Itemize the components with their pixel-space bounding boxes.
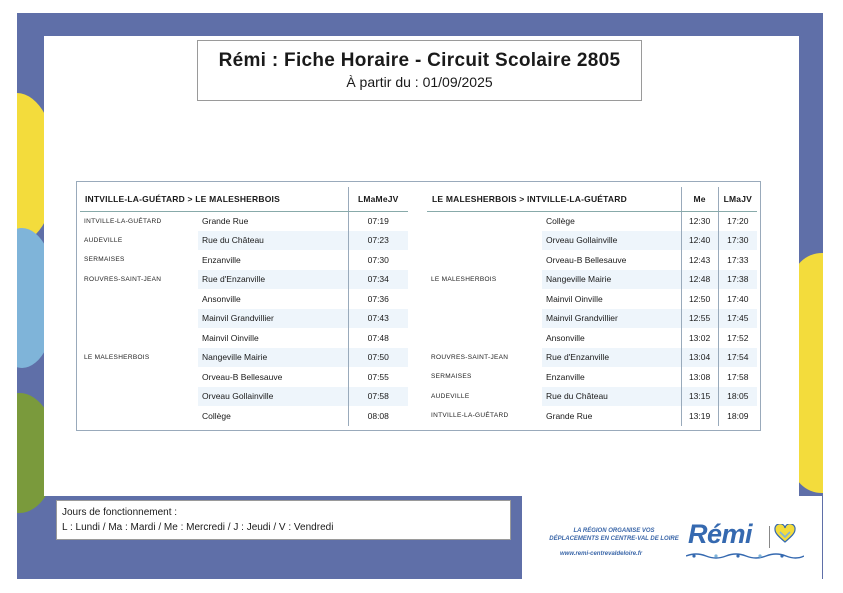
commune-name: SERMAISES [84,256,125,264]
commune-name: LE MALESHERBOIS [431,275,497,283]
outbound-row [80,348,408,368]
brand-tagline: LA RÉGION ORGANISE VOS DÉPLACEMENTS EN CENTRE-VAL DE LOIRE [549,528,679,542]
brand-url: www.remi-centrevaldeloire.fr [560,551,643,557]
departure-time: 18:05 [718,387,757,407]
outbound-row [80,406,408,426]
departure-time: 13:08 [681,367,718,387]
inbound-days-header-1: Me [681,187,718,211]
departure-time: 17:38 [718,270,757,290]
page-title: Rémi : Fiche Horaire - Circuit Scolaire 2805 [218,50,621,71]
stop-name: Nangeville Mairie [542,270,681,290]
title-box [197,40,642,101]
page-subtitle: À partir du : 01/09/2025 [346,74,493,90]
departure-time: 13:04 [681,348,718,368]
commune-name [80,289,198,309]
inbound-row [427,211,757,231]
commune-name [80,367,198,387]
logo-wave-icon [686,552,804,560]
stop-name: Collège [546,216,575,226]
inbound-row [427,367,757,387]
departure-time: 17:30 [718,231,757,251]
stop-name: Mainvil Grandvillier [542,309,681,329]
commune-name: INTVILLE-LA-GUÉTARD [431,412,509,420]
departure-time: 07:23 [348,231,408,251]
remi-logo: Rémi [688,519,753,549]
outbound-row [80,309,408,329]
commune-name [80,387,198,407]
departure-time: 17:54 [718,348,757,368]
stop-name: Ansonville [202,293,241,304]
legend-heading: Jours de fonctionnement : [62,507,178,518]
stop-name: Orveau-B Bellesauve [546,254,627,265]
departure-time: 17:33 [718,250,757,270]
inbound-row [427,387,757,407]
departure-time: 13:15 [681,387,718,407]
commune-name: LE MALESHERBOIS [84,353,150,361]
outbound-rows [80,211,408,426]
inbound-row [427,250,757,270]
inbound-rows [427,211,757,426]
commune-name: SERMAISES [431,373,472,381]
commune-name: INTVILLE-LA-GUÉTARD [84,217,162,225]
stop-name: Ansonville [546,332,585,343]
departure-time: 17:58 [718,367,757,387]
stop-name: Rue d'Enzanville [542,348,681,368]
departure-time: 07:55 [348,367,408,387]
departure-time: 07:50 [348,348,408,368]
stop-name: Rue d'Enzanville [198,270,348,290]
outbound-row [80,231,408,251]
logo-separator [769,526,770,548]
departure-time: 13:02 [681,328,718,348]
outbound-row [80,270,408,290]
departure-time: 12:48 [681,270,718,290]
outbound-row [80,211,408,231]
departure-time: 17:20 [718,211,757,231]
legend-text: L : Lundi / Ma : Mardi / Me : Mercredi / J : Jeudi / V : Vendredi [62,522,334,533]
stop-name: Nangeville Mairie [198,348,348,368]
commune-name [427,211,542,231]
stop-name: Collège [202,410,231,421]
departure-time: 17:45 [718,309,757,329]
inbound-row [427,348,757,368]
inbound-row [427,406,757,426]
stop-name: Grande Rue [546,410,593,421]
departure-time: 17:52 [718,328,757,348]
inbound-days-header-2: LMaJV [718,187,757,211]
inbound-row [427,289,757,309]
departure-time: 07:48 [348,328,408,348]
stop-name: Grande Rue [202,216,249,226]
outbound-days-header: LMaMeJV [348,187,408,211]
inbound-row [427,270,757,290]
departure-time: 12:30 [681,211,718,231]
departure-time: 13:19 [681,406,718,426]
inbound-row [427,231,757,251]
outbound-row [80,387,408,407]
timetable-outbound [80,187,408,426]
stop-name: Mainvil Grandvillier [198,309,348,329]
stop-name: Enzanville [546,371,585,382]
departure-time: 07:19 [348,211,408,231]
stop-name: Rue du Château [542,387,681,407]
departure-time: 07:58 [348,387,408,407]
commune-name [427,328,542,348]
region-heart-icon [774,524,796,544]
commune-name [427,289,542,309]
stop-name: Orveau-B Bellesauve [202,371,283,382]
departure-time: 07:43 [348,309,408,329]
departure-time: 12:40 [681,231,718,251]
commune-name: AUDEVILLE [431,392,470,400]
departure-time: 12:50 [681,289,718,309]
outbound-direction-header: INTVILLE-LA-GUÉTARD > LE MALESHERBOIS [80,187,348,211]
departure-time: 07:34 [348,270,408,290]
outbound-row [80,328,408,348]
legend-box [56,500,511,540]
commune-name [80,406,198,426]
departure-time: 18:09 [718,406,757,426]
commune-name [427,250,542,270]
departure-time: 12:43 [681,250,718,270]
commune-name [80,309,198,329]
outbound-row [80,289,408,309]
departure-time: 17:40 [718,289,757,309]
departure-time: 12:55 [681,309,718,329]
commune-name: ROUVRES-SAINT-JEAN [84,275,162,283]
inbound-direction-header: LE MALESHERBOIS > INTVILLE-LA-GUÉTARD [427,187,681,211]
stop-name: Orveau Gollainville [542,231,681,251]
stop-name: Mainvil Oinville [546,293,603,304]
commune-name: ROUVRES-SAINT-JEAN [431,353,509,361]
stop-name: Orveau Gollainville [198,387,348,407]
inbound-row [427,328,757,348]
outbound-row [80,367,408,387]
outbound-row [80,250,408,270]
commune-name [427,309,542,329]
departure-time: 08:08 [348,406,408,426]
commune-name [80,328,198,348]
stop-name: Enzanville [202,254,241,265]
inbound-row [427,309,757,329]
departure-time: 07:36 [348,289,408,309]
departure-time: 07:30 [348,250,408,270]
stop-name: Rue du Château [198,231,348,251]
timetable-inbound [427,187,757,426]
stop-name: Mainvil Oinville [202,332,259,343]
commune-name: AUDEVILLE [84,236,123,244]
commune-name [427,231,542,251]
